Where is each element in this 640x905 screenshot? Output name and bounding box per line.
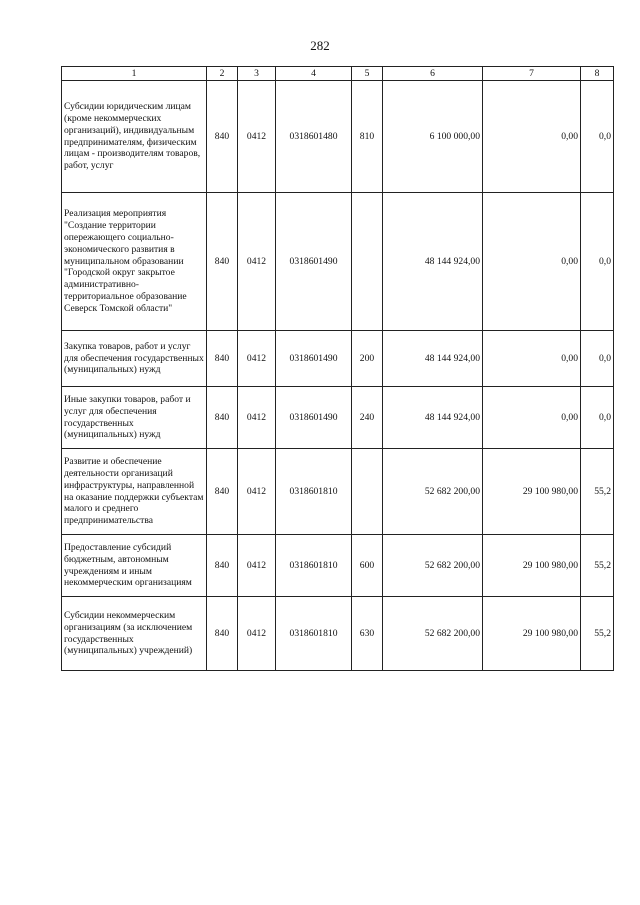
table-row bbox=[62, 535, 614, 597]
row-name: Иные закупки товаров, работ и услуг для обеспечения государственных (муниципальных) нужд bbox=[62, 387, 207, 449]
table-row bbox=[62, 193, 614, 331]
cell-target: 0318601810 bbox=[276, 535, 352, 597]
cell-grbs: 840 bbox=[207, 331, 238, 387]
row-name: Закупка товаров, работ и услуг для обеспечения государственных (муниципальных) нужд bbox=[62, 331, 207, 387]
cell-target: 0318601810 bbox=[276, 449, 352, 535]
row-name: Реализация мероприятия "Создание территории опережающего социально-экономического развития в муниципальном образовании "Городской округ закрытое административно-территориальное образование Северск Томской области" bbox=[62, 193, 207, 331]
cell-plan: 48 144 924,00 bbox=[383, 193, 483, 331]
cell-target: 0318601490 bbox=[276, 193, 352, 331]
cell-type bbox=[352, 193, 383, 331]
cell-grbs: 840 bbox=[207, 597, 238, 671]
column-header: 3 bbox=[238, 67, 276, 81]
table-row bbox=[62, 331, 614, 387]
table-header-row bbox=[62, 67, 614, 81]
cell-plan: 6 100 000,00 bbox=[383, 81, 483, 193]
cell-type: 240 bbox=[352, 387, 383, 449]
cell-percent: 55,2 bbox=[581, 597, 614, 671]
cell-section: 0412 bbox=[238, 81, 276, 193]
cell-section: 0412 bbox=[238, 597, 276, 671]
cell-percent: 55,2 bbox=[581, 449, 614, 535]
cell-target: 0318601810 bbox=[276, 597, 352, 671]
cell-section: 0412 bbox=[238, 193, 276, 331]
column-header: 1 bbox=[62, 67, 207, 81]
cell-percent: 0,0 bbox=[581, 331, 614, 387]
table-row bbox=[62, 81, 614, 193]
column-header: 6 bbox=[383, 67, 483, 81]
cell-type: 200 bbox=[352, 331, 383, 387]
cell-target: 0318601490 bbox=[276, 387, 352, 449]
cell-percent: 0,0 bbox=[581, 387, 614, 449]
cell-percent: 0,0 bbox=[581, 193, 614, 331]
budget-table bbox=[61, 66, 614, 671]
page-number: 282 bbox=[310, 38, 330, 53]
column-header: 8 bbox=[581, 67, 614, 81]
cell-fact: 0,00 bbox=[483, 331, 581, 387]
column-header: 5 bbox=[352, 67, 383, 81]
cell-plan: 52 682 200,00 bbox=[383, 597, 483, 671]
row-name: Субсидии некоммерческим организациям (за исключением государственных (муниципальных) учреждений) bbox=[62, 597, 207, 671]
table-row bbox=[62, 449, 614, 535]
cell-fact: 29 100 980,00 bbox=[483, 597, 581, 671]
cell-grbs: 840 bbox=[207, 535, 238, 597]
row-name: Субсидии юридическим лицам (кроме некоммерческих организаций), индивидуальным предпринимателям, физическим лицам - производителям товаров, работ, услуг bbox=[62, 81, 207, 193]
column-header: 4 bbox=[276, 67, 352, 81]
cell-section: 0412 bbox=[238, 387, 276, 449]
column-header: 2 bbox=[207, 67, 238, 81]
cell-fact: 0,00 bbox=[483, 387, 581, 449]
row-name: Предоставление субсидий бюджетным, автономным учреждениям и иным некоммерческим организациям bbox=[62, 535, 207, 597]
cell-type: 810 bbox=[352, 81, 383, 193]
cell-plan: 52 682 200,00 bbox=[383, 535, 483, 597]
cell-grbs: 840 bbox=[207, 449, 238, 535]
cell-target: 0318601480 bbox=[276, 81, 352, 193]
cell-fact: 0,00 bbox=[483, 81, 581, 193]
cell-section: 0412 bbox=[238, 331, 276, 387]
cell-fact: 29 100 980,00 bbox=[483, 449, 581, 535]
cell-plan: 48 144 924,00 bbox=[383, 331, 483, 387]
cell-plan: 48 144 924,00 bbox=[383, 387, 483, 449]
cell-fact: 0,00 bbox=[483, 193, 581, 331]
cell-percent: 0,0 bbox=[581, 81, 614, 193]
cell-section: 0412 bbox=[238, 535, 276, 597]
cell-plan: 52 682 200,00 bbox=[383, 449, 483, 535]
cell-section: 0412 bbox=[238, 449, 276, 535]
column-header: 7 bbox=[483, 67, 581, 81]
row-name: Развитие и обеспечение деятельности организаций инфраструктуры, направленной на оказание поддержки субъектам малого и среднего предпринимательства bbox=[62, 449, 207, 535]
cell-type bbox=[352, 449, 383, 535]
cell-grbs: 840 bbox=[207, 387, 238, 449]
cell-grbs: 840 bbox=[207, 81, 238, 193]
table-row bbox=[62, 387, 614, 449]
cell-target: 0318601490 bbox=[276, 331, 352, 387]
cell-type: 630 bbox=[352, 597, 383, 671]
cell-type: 600 bbox=[352, 535, 383, 597]
cell-grbs: 840 bbox=[207, 193, 238, 331]
cell-percent: 55,2 bbox=[581, 535, 614, 597]
cell-fact: 29 100 980,00 bbox=[483, 535, 581, 597]
table-row bbox=[62, 597, 614, 671]
